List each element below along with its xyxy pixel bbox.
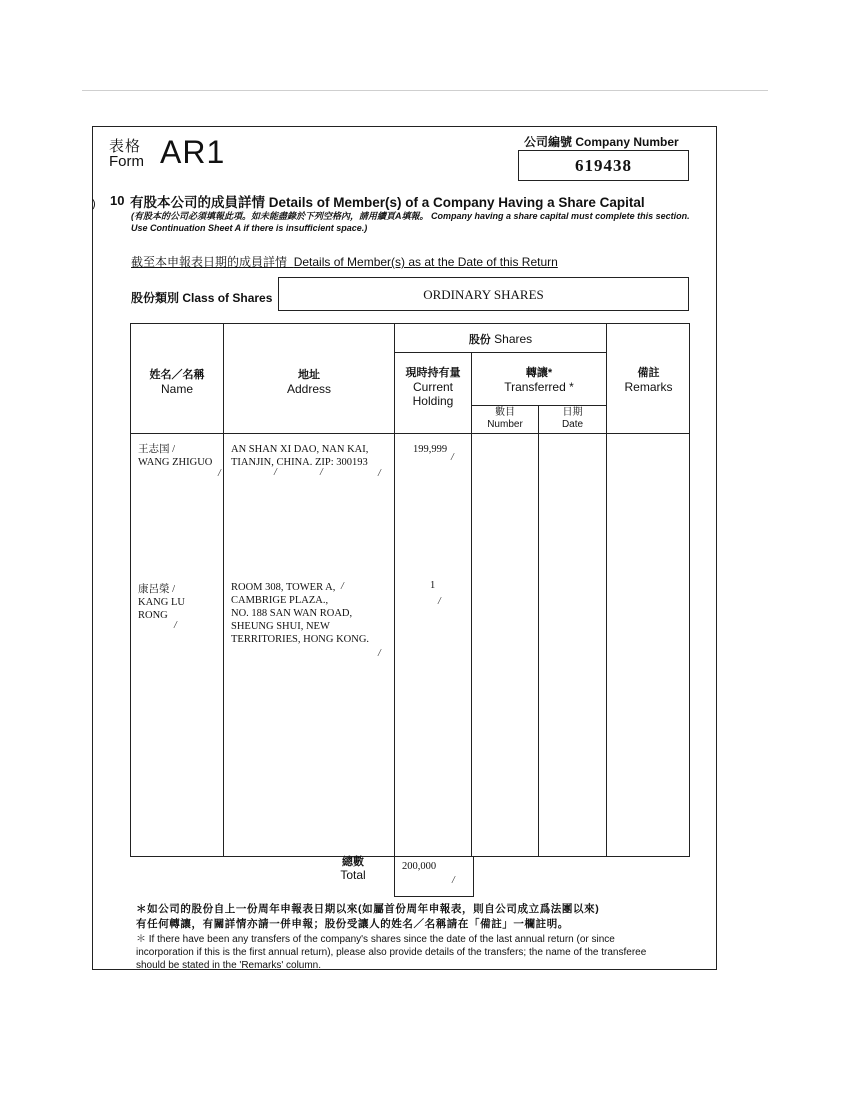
current-holding: 199,999 bbox=[413, 444, 448, 455]
check-mark: / bbox=[174, 620, 177, 631]
section-title bbox=[130, 191, 645, 211]
total-label-cn: 總數 bbox=[342, 856, 364, 868]
footnote-cn-2: 有任何轉讓，有關詳情亦請一併申報；股份受讓人的姓名／名稱請在「備註」一欄註明。 bbox=[136, 918, 569, 930]
member-address bbox=[231, 581, 396, 646]
footnote-en-2: incorporation if this is the first annual return), please also provide details of the transfers; the name of the transferee bbox=[136, 947, 647, 958]
member-name-en: WANG ZHIGUO bbox=[138, 457, 213, 468]
member-name bbox=[138, 583, 224, 622]
header-current-en-1: Current bbox=[412, 380, 453, 394]
header-address-en: Address bbox=[286, 382, 332, 396]
check-mark: / bbox=[218, 468, 221, 479]
header-shares-cn: 股份 bbox=[468, 334, 491, 346]
member-name-cn: 康呂榮 / bbox=[138, 584, 176, 595]
section-note-cn: (有股本的公司必須填報此項。如未能盡錄於下列空格內，請用續頁A填報。 bbox=[131, 211, 429, 221]
class-of-shares-label-en: Class of Shares bbox=[182, 291, 273, 305]
current-holding: 1 bbox=[430, 580, 436, 591]
header-number-en: Number bbox=[487, 419, 523, 430]
header-name-en: Name bbox=[160, 382, 193, 396]
form-label-cn: 表格 bbox=[109, 138, 142, 155]
header-remarks-en: Remarks bbox=[624, 380, 673, 394]
address-line: AN SHAN XI DAO, NAN KAI, bbox=[231, 444, 369, 455]
form-code: AR1 bbox=[160, 134, 226, 170]
company-number-field[interactable]: 619438 bbox=[518, 150, 689, 181]
company-number-label bbox=[524, 133, 679, 150]
col-divider-number bbox=[538, 405, 539, 857]
footnote-en-1: ＊ If there have been any transfers of the company's shares since the date of the last annual return (or since bbox=[136, 934, 615, 945]
header-shares bbox=[395, 332, 606, 347]
row-divider-transferred bbox=[471, 405, 606, 406]
header-name-cn: 姓名／名稱 bbox=[149, 369, 205, 381]
header-remarks-cn: 備註 bbox=[637, 367, 660, 379]
total-label bbox=[320, 856, 386, 882]
address-line: ROOM 308, TOWER A, bbox=[231, 582, 336, 593]
section-title-en: Details of Member(s) of a Company Having a Share Capital bbox=[268, 195, 645, 210]
check-mark: / bbox=[451, 452, 454, 463]
header-current-cn: 現時持有量 bbox=[405, 367, 461, 379]
member-name-en: KANG LU bbox=[138, 597, 185, 608]
header-date-en: Date bbox=[561, 419, 584, 430]
header-address-cn: 地址 bbox=[298, 369, 320, 381]
member-name-cn: 王志国 / bbox=[138, 444, 176, 455]
company-number-label-en: Company Number bbox=[575, 135, 679, 149]
as-at-cn: 截至本申報表日期的成員詳情 bbox=[131, 255, 288, 269]
section-number: 10 bbox=[110, 193, 125, 208]
header-shares-en: Shares bbox=[494, 332, 533, 346]
header-number bbox=[472, 407, 538, 431]
section-note-en: Company having a share capital must complete this section. Use Continuation Sheet A if there is insufficient space.) bbox=[131, 211, 690, 233]
header-current-en-2: Holding bbox=[412, 394, 454, 408]
col-divider-remarks bbox=[606, 323, 607, 857]
footnote-en-3: should be stated in the 'Remarks' column. bbox=[136, 960, 322, 971]
total-box-right bbox=[473, 857, 474, 897]
footnote-cn-1: ＊如公司的股份自上一份周年申報表日期以來(如屬首份周年申報表，則自公司成立爲法團以來) bbox=[136, 903, 600, 915]
row-divider-header bbox=[130, 433, 690, 434]
header-date-cn: 日期 bbox=[562, 407, 583, 418]
member-name-en: RONG bbox=[138, 610, 168, 621]
check-mark: / bbox=[378, 648, 381, 659]
header-transferred bbox=[472, 366, 606, 394]
check-mark: / bbox=[452, 875, 455, 886]
address-line: NO. 188 SAN WAN ROAD, bbox=[231, 608, 353, 619]
address-line: TERRITORIES, HONG KONG. bbox=[231, 634, 370, 645]
form-label-en: Form bbox=[109, 153, 144, 170]
check-mark: / bbox=[378, 468, 381, 479]
as-at-heading bbox=[131, 253, 558, 270]
header-number-cn: 數目 bbox=[495, 407, 515, 418]
check-mark: / bbox=[341, 581, 344, 592]
check-mark: / bbox=[438, 596, 441, 607]
header-date bbox=[539, 407, 606, 431]
total-box-bottom bbox=[394, 896, 474, 897]
check-mark: / bbox=[320, 467, 323, 478]
row-divider-shares bbox=[394, 352, 606, 353]
page-top-rule bbox=[82, 90, 768, 91]
header-name bbox=[131, 368, 223, 396]
header-transferred-en: Transferred * bbox=[504, 380, 574, 394]
margin-marker: ) bbox=[92, 198, 96, 210]
header-address bbox=[224, 368, 394, 396]
address-line: CAMBRIGE PLAZA., bbox=[231, 595, 329, 606]
section-title-cn: 有股本公司的成員詳情 bbox=[130, 195, 265, 210]
header-remarks bbox=[607, 366, 690, 394]
member-name bbox=[138, 443, 224, 469]
total-value: 200,000 bbox=[402, 861, 437, 872]
header-current-holding bbox=[395, 366, 471, 408]
class-of-shares-label-cn: 股份類別 bbox=[131, 291, 180, 305]
section-note bbox=[131, 210, 691, 234]
address-line: TIANJIN, CHINA. ZIP: 300193 bbox=[231, 457, 368, 468]
address-line: SHEUNG SHUI, NEW bbox=[231, 621, 330, 632]
class-of-shares-field[interactable]: ORDINARY SHARES bbox=[278, 277, 689, 311]
company-number-label-cn: 公司編號 bbox=[524, 135, 573, 149]
class-of-shares-label bbox=[131, 289, 272, 306]
member-address bbox=[231, 443, 396, 469]
check-mark: / bbox=[274, 467, 277, 478]
header-transferred-cn: 轉讓* bbox=[525, 367, 553, 379]
total-label-en: Total bbox=[340, 868, 366, 882]
as-at-en: Details of Member(s) as at the Date of this Return bbox=[293, 255, 558, 269]
